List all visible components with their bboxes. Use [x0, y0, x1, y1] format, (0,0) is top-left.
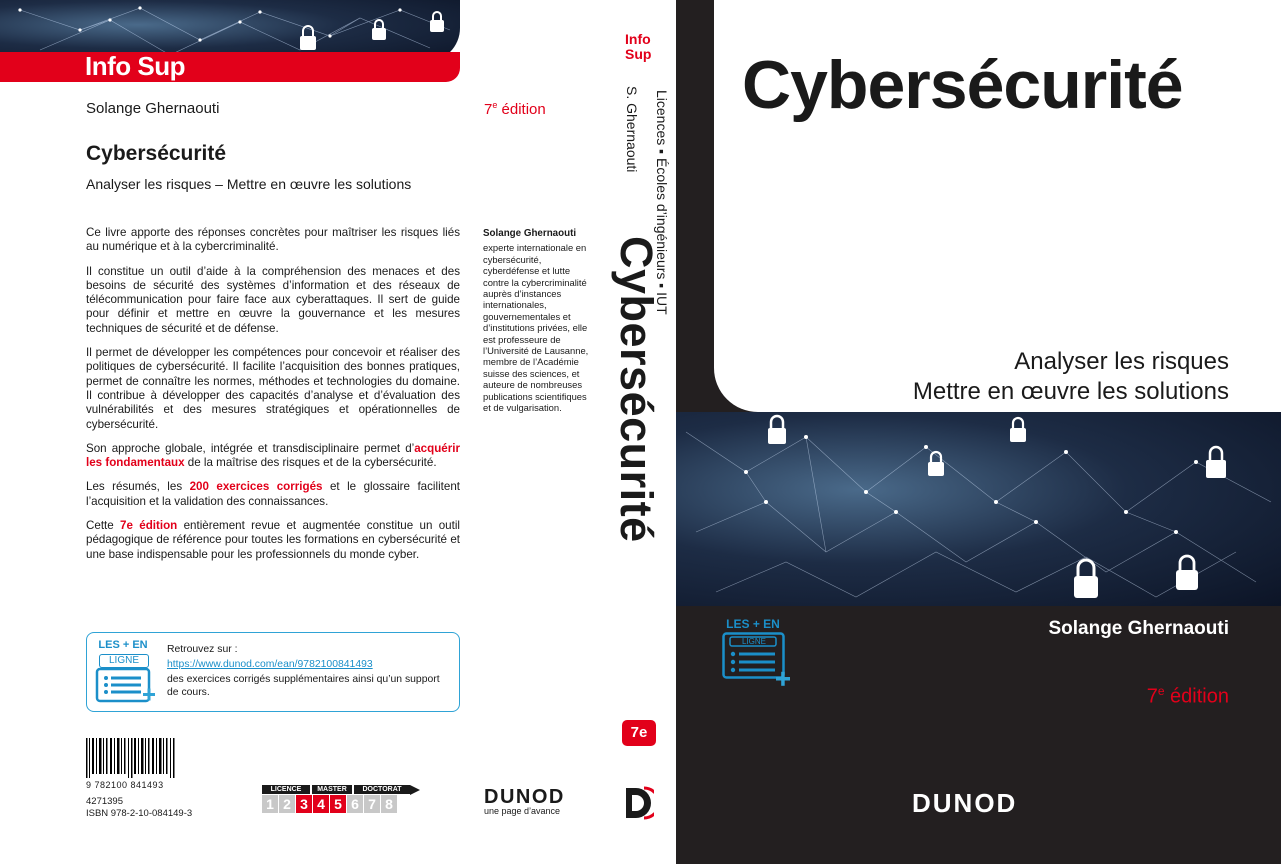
level-number: 6: [347, 795, 363, 813]
back-subtitle: Analyser les risques – Mettre en œuvre les solutions: [86, 176, 412, 192]
level-number-highlighted: 4: [313, 795, 329, 813]
edition-word: édition: [1164, 685, 1229, 708]
spine-title: Cybersécurité: [611, 236, 662, 543]
online-badge-top: LES + EN: [726, 617, 780, 631]
padlock-icon: [1176, 556, 1198, 590]
series-band: [0, 52, 460, 82]
online-badge-top: LES + EN: [98, 639, 148, 651]
paragraph-text: Son approche globale, intégrée et transdisciplinaire permet d’: [86, 441, 415, 455]
online-resources-box: [86, 632, 460, 712]
edition-suffix: e: [492, 100, 498, 110]
padlock-icon: [430, 12, 444, 32]
spine-author: S. Ghernaouti: [624, 86, 640, 173]
publisher-tagline: une page d’avance: [484, 806, 561, 816]
edition-suffix: e: [1157, 684, 1165, 698]
spine-series-logo: [625, 32, 651, 62]
paragraph-text: Cette: [86, 519, 121, 533]
level-number: 2: [279, 795, 295, 813]
level-number: 1: [262, 795, 278, 813]
highlight-text: acquérir les fondamentaux: [86, 441, 460, 470]
author-bio: [483, 228, 593, 414]
padlock-icon: [1074, 560, 1098, 598]
network-graphic: [676, 412, 1281, 606]
level-doctorat: DOCTORAT: [354, 785, 410, 794]
front-cover-photo: [676, 412, 1281, 606]
level-master: MASTER: [312, 785, 352, 794]
paragraph: Il constitue un outil d’aide à la compréhension des menaces et des besoins de sécurité des systèmes d’information et des réseaux de télécommunication pour faire face aux cyberattaques. Il sert de guide pour définir et mettre en œuvre la gouvernance et les mesures techniques de sécurité et de défense.: [86, 264, 460, 335]
spine: [600, 0, 676, 864]
dunod-d-icon: [622, 784, 654, 822]
back-edition: [484, 100, 546, 118]
online-list-icon: [95, 667, 159, 707]
level-number: 8: [381, 795, 397, 813]
front-cover: [676, 0, 1281, 864]
edition-word: édition: [497, 101, 546, 118]
bio-text: experte internationale en cybersécurité, cyberdéfense et lutte contre la cybercriminalité auprès d’instances internationales, gouvernementales et d’institutions privées, elle est professeure de l’Université de Lausanne, membre de l’Académie suisse des sciences, et auteure de nombreuses publications scientifiques et de vulgarisation.: [483, 242, 589, 414]
publisher-logo: DUNOD: [912, 788, 1018, 818]
padlock-icon: [928, 452, 944, 476]
front-online-badge: [722, 618, 794, 690]
level-number: 7: [364, 795, 380, 813]
isbn: ISBN 978-2-10-084149-3: [86, 808, 193, 819]
online-description: des exercices corrigés supplémentaires ainsi qu’un support de cours.: [167, 674, 440, 698]
level-bar: [262, 785, 422, 815]
product-code: 4271395: [86, 796, 123, 807]
paragraph-text: entièrement revue et augmentée constitue un outil pédagogique de référence pour toutes les formations en cybersécurité et une base indispensable pour les professionnels du monde cyber.: [86, 519, 460, 561]
bio-name: Solange Ghernaouti: [483, 228, 577, 239]
paragraph: [86, 480, 460, 509]
online-url-link[interactable]: https://www.dunod.com/ean/9782100841493: [167, 659, 373, 670]
front-edition: [1147, 684, 1229, 709]
spine-series-line: Info: [625, 31, 651, 47]
paragraph: [86, 442, 460, 471]
front-side-bar: [676, 0, 714, 412]
back-cover: [0, 0, 600, 864]
padlock-icon: [768, 416, 786, 444]
padlock-icon: [300, 26, 316, 50]
level-number-highlighted: 5: [330, 795, 346, 813]
level-arrow: [410, 785, 420, 795]
padlock-icon: [1206, 447, 1226, 478]
spine-series-line: Sup: [625, 46, 652, 62]
series-label: Info Sup: [85, 51, 185, 81]
barcode: [86, 738, 176, 778]
paragraph: [86, 519, 460, 562]
paragraph-text: Les résumés, les: [86, 480, 190, 494]
highlight-text: 7e édition: [120, 519, 178, 533]
back-title: Cybersécurité: [86, 142, 227, 165]
front-title: Cybersécurité: [742, 47, 1183, 123]
back-cover-text: [86, 226, 460, 572]
front-subtitle-line: Analyser les risques: [1014, 348, 1229, 375]
edition-number: 7: [1146, 685, 1158, 708]
online-badge-pill: LIGNE: [99, 654, 149, 668]
paragraph-text: et le glossaire facilitent l’acquisition et la validation des connaissances.: [86, 480, 460, 508]
level-number-highlighted: 3: [296, 795, 312, 813]
paragraph-text: de la maîtrise des risques et de la cybersécurité.: [184, 456, 437, 470]
online-badge-pill: LIGNE: [741, 637, 766, 646]
online-text: [167, 643, 447, 699]
back-author-name: Solange Ghernaouti: [86, 100, 220, 117]
spine-levels: Licences ▪ Écoles d’ingénieurs ▪ IUT: [654, 90, 670, 315]
front-author-name: Solange Ghernaouti: [1048, 618, 1229, 639]
front-subtitle-line: Mettre en œuvre les solutions: [912, 378, 1229, 405]
level-licence: LICENCE: [262, 785, 310, 794]
padlock-icon: [1010, 418, 1026, 442]
paragraph: Ce livre apporte des réponses concrètes pour maîtriser les risques liés au numérique et à la cybercriminalité.: [86, 226, 460, 254]
publisher-logo: DUNOD: [484, 786, 565, 808]
spine-edition-badge: 7e: [622, 720, 656, 746]
online-intro: Retrouvez sur :: [167, 644, 238, 655]
paragraph: Il permet de développer les compétences pour concevoir et réaliser des politiques de cybersécurité. Il facilite l’acquisition des bonnes pratiques, permet de connaître les normes, méthodes et technologies du domaine. Il contribue à développer des capacités d’analyse et d’évaluation des vulnérabilités et des mesures stratégiques et opérationnelles de cybersécurité.: [86, 346, 460, 431]
barcode-digits: 9 782100 841493: [86, 780, 164, 790]
padlock-icon: [372, 20, 386, 40]
edition-number: 7: [484, 101, 493, 118]
highlight-text: 200 exercices corrigés: [189, 480, 323, 494]
